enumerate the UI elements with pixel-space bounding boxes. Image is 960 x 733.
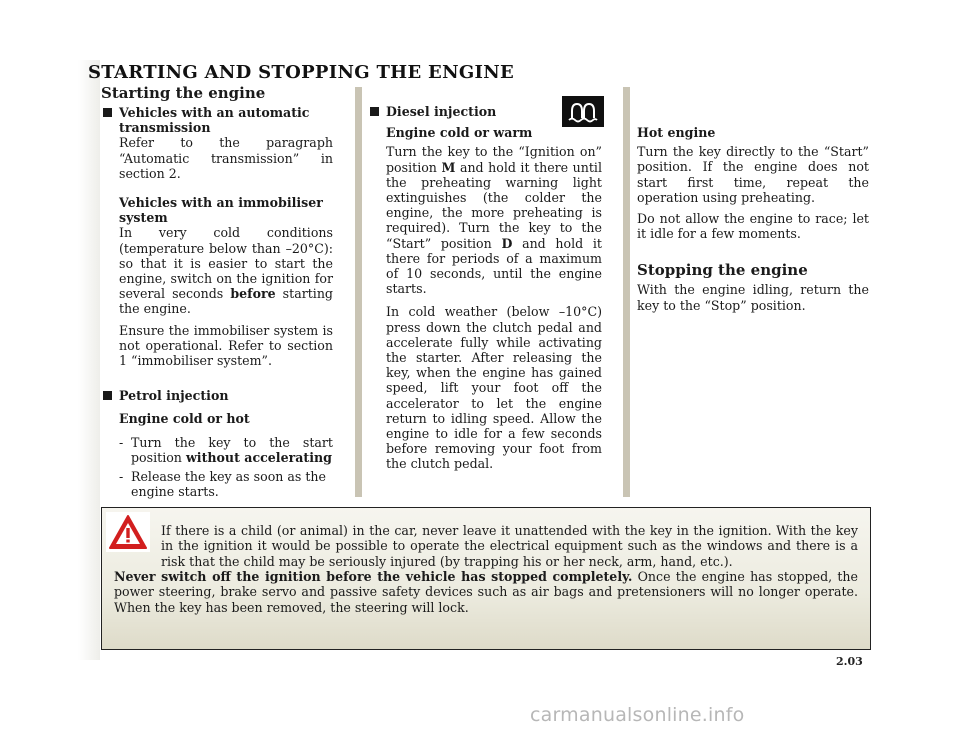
petrol-subheading: Engine cold or hot [119, 411, 250, 427]
warning-text-child: If there is a child (or animal) in the car, never leave it unattended with the key in the ignition. With the key in the ignition it would be possible to operate the electrical equipment such as the windows and there is a risk that the child may be seriously injured (by trapping his or her neck, arm, hand, etc.). [161, 523, 858, 569]
left-margin-band [78, 60, 100, 660]
column-2 [368, 104, 602, 472]
section-heading-stopping: Stopping the engine [637, 261, 808, 280]
column-separator-1 [355, 87, 362, 497]
section-heading-starting: Starting the engine [101, 84, 266, 102]
immobiliser-text-2: Ensure the immobiliser system is not operational. Refer to section 1 “immobiliser system”. [119, 322, 333, 369]
bullet-petrol-injection: Petrol injection [101, 388, 333, 403]
stopping-text: With the engine idling, return the key to the “Stop” position. [637, 282, 869, 313]
bullet-square-icon [103, 391, 112, 400]
watermark: carmanualsonline.info [530, 704, 745, 726]
bullet-square-icon [370, 107, 379, 116]
warning-box [101, 507, 871, 650]
bullet-diesel-injection: Diesel injection [368, 104, 602, 119]
bullet-square-icon [103, 108, 112, 117]
warning-text-ignition: Never switch off the ignition before the vehicle has stopped completely. Once the engine has stopped, the power steering, brake servo and passive safety devices such as air bags and pretensioners will no longer operate. When the key has been removed, the steering will lock. [114, 569, 858, 615]
warning-triangle-icon [106, 512, 150, 552]
petrol-step-2: - Release the key as soon as the engine starts. [119, 469, 326, 500]
column-3 [637, 125, 869, 313]
page-number: 2.03 [836, 655, 863, 668]
page-title: STARTING AND STOPPING THE ENGINE [88, 62, 514, 83]
preheating-glow-plug-icon [562, 96, 604, 127]
column-separator-2 [623, 87, 630, 497]
petrol-step-1: - Turn the key to the start position without accelerating [119, 434, 333, 465]
hot-engine-heading: Hot engine [637, 125, 716, 140]
diesel-text-1: Turn the key to the “Ignition on” position M and hold it there until the preheating warning light extinguishes (the colder the engine, the more preheating is required). Turn the key to the “Start” position D and hold it there for periods of a maximum of 10 seconds, until the engine starts. [386, 144, 602, 297]
bullet-automatic-transmission: Vehicles with an automatic transmission [101, 105, 333, 135]
auto-text: Refer to the paragraph “Automatic transmission” in section 2. [119, 135, 333, 181]
diesel-subheading: Engine cold or warm [386, 125, 533, 141]
immobiliser-text-1: In very cold conditions (temperature below than –20°C): so that it is easier to start the engine, switch on the ignition for several seconds before starting the engine. [119, 225, 333, 317]
immobiliser-heading: Vehicles with an immobiliser system [119, 195, 323, 226]
race-text: Do not allow the engine to race; let it idle for a few moments. [637, 211, 869, 242]
diesel-text-2: In cold weather (below –10°C) press down the clutch pedal and accelerate fully while activating the starter. After releasing the key, when the engine has gained speed, lift your foot off the accelerator to let the engine return to idling speed. Allow the engine to idle for a few seconds before removing your foot from the clutch pedal. [386, 304, 602, 472]
column-1 [101, 84, 333, 499]
hot-engine-text: Turn the key directly to the “Start” position. If the engine does not start first time, repeat the operation using preheating. [637, 144, 869, 205]
